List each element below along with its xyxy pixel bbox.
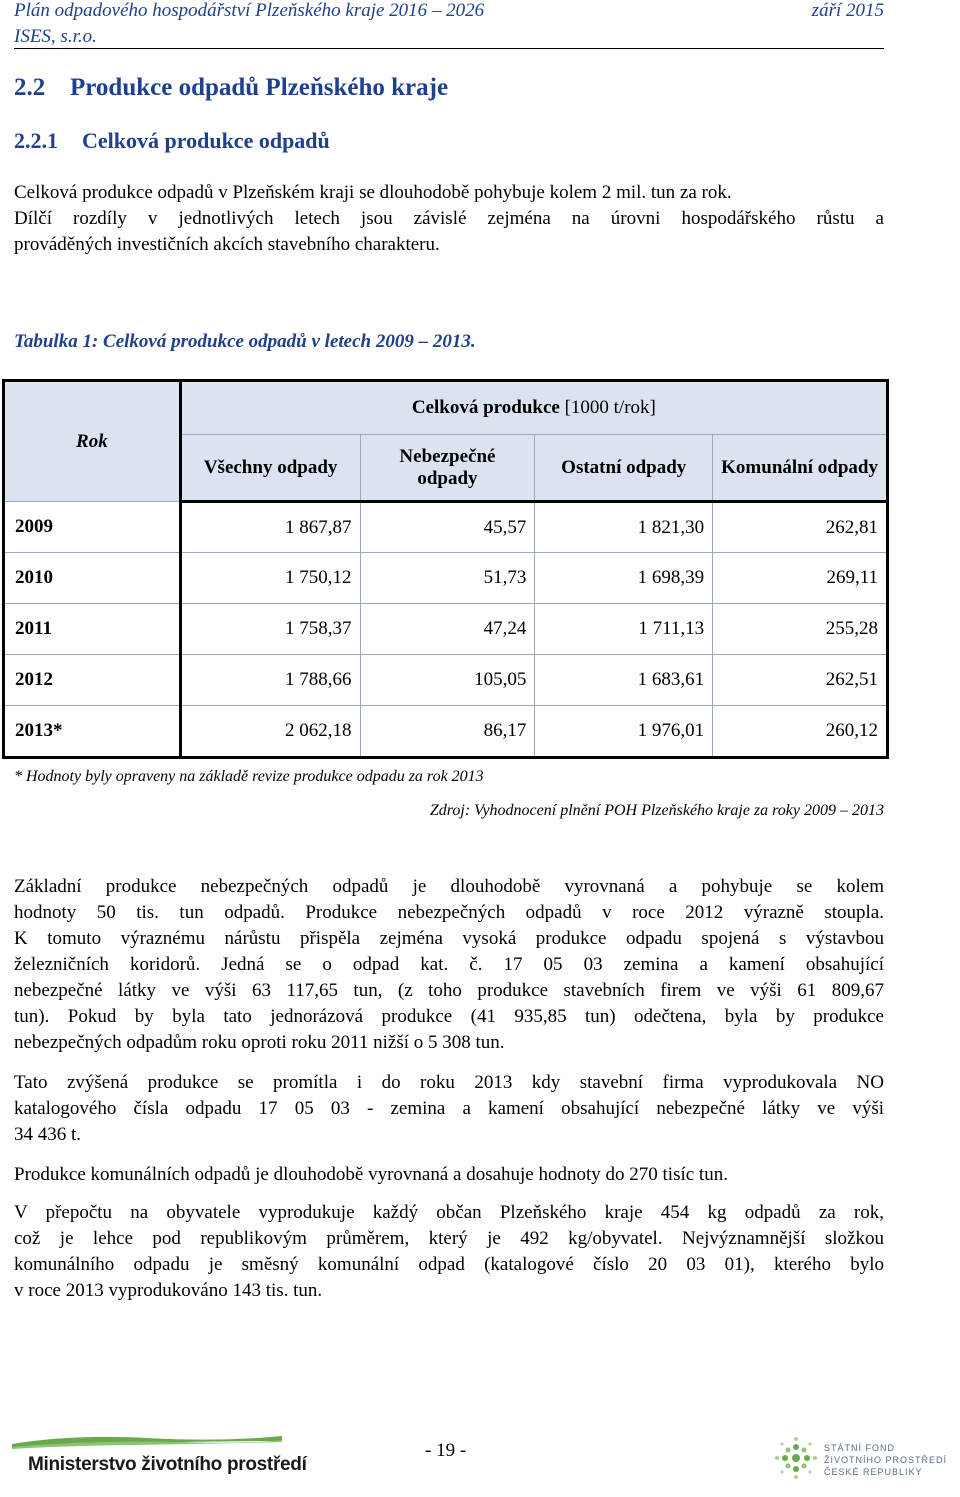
- sfzp-logo-text: [824, 1442, 947, 1478]
- cell-value: 45,57: [360, 502, 535, 553]
- text-line: prováděných investičních akcích stavebního charakteru.: [14, 234, 440, 255]
- cell-value: 1 683,61: [535, 655, 713, 706]
- text-line: nebezpečné látky ve výši 63 117,65 tun, (z toho produkce stavebních firem ve výši 61 809,67: [14, 980, 884, 1001]
- cell-year: 2011: [5, 604, 181, 655]
- cell-year: 2013*: [5, 706, 181, 757]
- section-heading: [14, 74, 448, 102]
- section-number: 2.2: [14, 74, 46, 101]
- cell-value: 51,73: [360, 553, 535, 604]
- text-line: železničních koridorů. Jedná se o odpad kat. č. 17 05 03 zemina a kamení obsahující: [14, 954, 884, 975]
- paragraph-per-capita: [14, 1200, 884, 1304]
- sfzp-line: ČESKÉ REPUBLIKY: [824, 1467, 923, 1477]
- table-source: Zdroj: Vyhodnocení plnění POH Plzeňského kraje za roky 2009 – 2013: [429, 802, 884, 819]
- text-line: Produkce komunálních odpadů je dlouhodobě vyrovnaná a dosahuje hodnoty do 270 tisíc tun.: [14, 1164, 728, 1185]
- cell-value: 1 821,30: [535, 502, 713, 553]
- text-line: Dílčí rozdíly v jednotlivých letech jsou závislé zejména na úrovni hospodářského růstu a: [14, 208, 884, 229]
- cell-value: 105,05: [360, 655, 535, 706]
- cell-value: 262,81: [713, 502, 887, 553]
- text-line: Základní produkce nebezpečných odpadů je dlouhodobě vyrovnaná a pohybuje se kolem: [14, 876, 884, 897]
- header-divider: [14, 48, 884, 49]
- cell-value: 1 867,87: [180, 502, 360, 553]
- intro-paragraph: [14, 180, 884, 258]
- column-header: Nebezpečné odpady: [360, 435, 535, 502]
- column-header: Ostatní odpady: [535, 435, 713, 502]
- cell-value: 260,12: [713, 706, 887, 757]
- cell-value: 86,17: [360, 706, 535, 757]
- table-caption: Tabulka 1: Celková produkce odpadů v letech 2009 – 2013.: [14, 331, 476, 352]
- ministry-logo: [12, 1432, 307, 1482]
- table-row: [5, 604, 887, 655]
- cell-value: 269,11: [713, 553, 887, 604]
- header-title: Plán odpadového hospodářství Plzeňského kraje 2016 – 2026: [14, 0, 485, 21]
- text-line: hodnoty 50 tis. tun odpadů. Produkce nebezpečných odpadů v roce 2012 výrazně stoupla.: [14, 902, 884, 923]
- subsection-number: 2.2.1: [14, 128, 58, 153]
- cell-year: 2010: [5, 553, 181, 604]
- table-row: [5, 706, 887, 757]
- cell-value: 255,28: [713, 604, 887, 655]
- cell-value: 2 062,18: [180, 706, 360, 757]
- ministry-logo-text: Ministerstvo životního prostředí: [28, 1454, 307, 1475]
- paragraph-2013: [14, 1070, 884, 1148]
- cell-value: 1 976,01: [535, 706, 713, 757]
- sfzp-logo: [774, 1436, 954, 1484]
- paragraph-municipal: [14, 1162, 884, 1188]
- table-row: [5, 655, 887, 706]
- table-row: [5, 502, 887, 553]
- text-line: K tomuto výraznému nárůstu přispěla zejména vysoká produkce odpadu spojená s výstavbou: [14, 928, 884, 949]
- header-company: ISES, s.r.o.: [14, 26, 97, 47]
- column-header-year: Rok: [5, 382, 181, 502]
- header-company-row: [14, 26, 884, 48]
- cell-value: 262,51: [713, 655, 887, 706]
- cell-value: 1 698,39: [535, 553, 713, 604]
- text-line: což je lehce pod republikovým průměrem, který je 492 kg/obyvatel. Nejvýznamnější složkou: [14, 1228, 884, 1249]
- group-header-label: Celková produkce: [411, 397, 560, 418]
- running-header: [14, 0, 884, 26]
- column-header: Všechny odpady: [180, 435, 360, 502]
- sfzp-dots-icon: [774, 1436, 818, 1480]
- sfzp-line: ŽIVOTNÍHO PROSTŘEDÍ: [824, 1455, 948, 1465]
- cell-value: 1 750,12: [180, 553, 360, 604]
- section-title: Produkce odpadů Plzeňského kraje: [70, 74, 449, 101]
- paragraph-hazardous: [14, 874, 884, 1056]
- column-group-header: [180, 382, 886, 435]
- text-line: komunálního odpadu je směsný komunální odpad (katalogové číslo 20 03 01), kterého bylo: [14, 1254, 884, 1275]
- ministry-swoosh-icon: [12, 1432, 282, 1450]
- cell-year: 2009: [5, 502, 181, 553]
- text-line: V přepočtu na obyvatele vyprodukuje každý občan Plzeňského kraje 454 kg odpadů za rok,: [14, 1202, 884, 1223]
- cell-value: 1 788,66: [180, 655, 360, 706]
- text-line: nebezpečných odpadům roku oproti roku 2011 nižší o 5 308 tun.: [14, 1032, 505, 1053]
- waste-production-table: [4, 381, 887, 757]
- subsection-heading: [14, 128, 330, 154]
- subsection-title: Celková produkce odpadů: [82, 128, 330, 153]
- table-row: [5, 553, 887, 604]
- table-header-row: [5, 382, 887, 435]
- text-line: 34 436 t.: [14, 1124, 82, 1145]
- cell-year: 2012: [5, 655, 181, 706]
- table-footnote: * Hodnoty byly opraveny na základě revize produkce odpadu za rok 2013: [14, 768, 484, 785]
- text-line: katalogového čísla odpadu 17 05 03 - zemina a kamení obsahující nebezpečné látky ve výši: [14, 1098, 884, 1119]
- text-line: tun). Pokud by byla tato jednorázová produkce (41 935,85 tun) odečtena, byla by produkce: [14, 1006, 884, 1027]
- cell-value: 47,24: [360, 604, 535, 655]
- column-header: Komunální odpady: [713, 435, 887, 502]
- header-date: září 2015: [811, 0, 884, 21]
- cell-value: 1 711,13: [535, 604, 713, 655]
- text-line: v roce 2013 vyprodukováno 143 tis. tun.: [14, 1280, 323, 1301]
- text-line: Tato zvýšená produkce se promítla i do roku 2013 kdy stavební firma vyprodukovala NO: [14, 1072, 884, 1093]
- page-number: - 19 -: [425, 1440, 467, 1461]
- cell-value: 1 758,37: [180, 604, 360, 655]
- group-header-unit: [1000 t/rok]: [564, 397, 656, 418]
- sfzp-line: STÁTNÍ FOND: [824, 1443, 895, 1453]
- text-line: Celková produkce odpadů v Plzeňském kraji se dlouhodobě pohybuje kolem 2 mil. tun za rok.: [14, 182, 732, 203]
